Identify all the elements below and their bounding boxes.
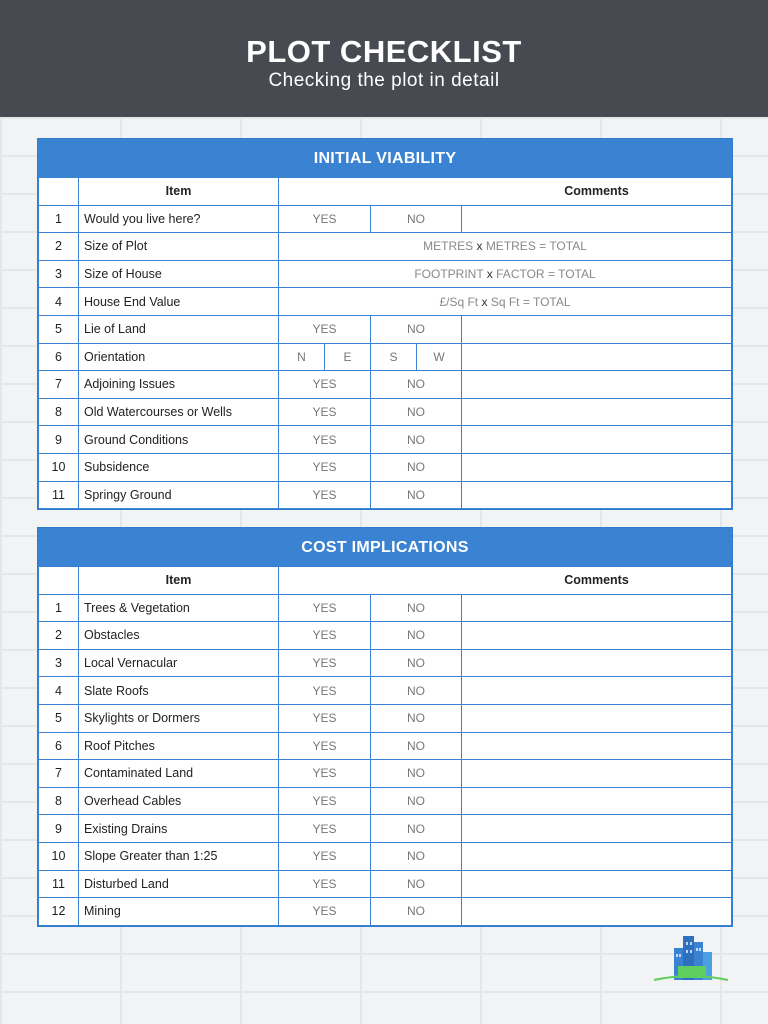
table-row	[39, 426, 732, 454]
formula-part: METRES	[423, 239, 474, 254]
formula-part: TOTAL	[532, 294, 571, 309]
row-label: Slate Roofs	[79, 677, 279, 705]
cost-implications-section	[37, 527, 733, 927]
formula-part: Sq Ft	[490, 294, 520, 309]
row-number: 11	[39, 481, 79, 509]
formula-part: x	[486, 267, 493, 282]
no-option[interactable]: NO	[371, 898, 462, 926]
page-subtitle: Checking the plot in detail	[268, 70, 500, 91]
row-label: Skylights or Dormers	[79, 704, 279, 732]
yes-option[interactable]: YES	[279, 815, 371, 843]
comment-cell[interactable]	[462, 343, 732, 371]
initial-viability-section	[37, 138, 733, 510]
yes-option[interactable]: YES	[279, 315, 371, 343]
comment-cell[interactable]	[462, 622, 732, 650]
yes-option[interactable]: YES	[279, 594, 371, 622]
row-label: Slope Greater than 1:25	[79, 842, 279, 870]
yes-option[interactable]: YES	[279, 870, 371, 898]
yes-option[interactable]: YES	[279, 426, 371, 454]
no-option[interactable]: NO	[371, 622, 462, 650]
row-label: Local Vernacular	[79, 649, 279, 677]
row-number: 8	[39, 787, 79, 815]
table-row	[39, 371, 732, 399]
orientation-option[interactable]: E	[325, 343, 371, 371]
table-row	[39, 760, 732, 788]
row-label: Trees & Vegetation	[79, 594, 279, 622]
row-label: Orientation	[79, 343, 279, 371]
table-row	[39, 622, 732, 650]
formula-part: METRES	[485, 239, 536, 254]
yes-option[interactable]: YES	[279, 453, 371, 481]
table-row	[39, 842, 732, 870]
orientation-option[interactable]: N	[279, 343, 325, 371]
formula-cell	[279, 260, 732, 288]
comment-cell[interactable]	[462, 398, 732, 426]
page-header	[0, 0, 768, 117]
table-row	[39, 398, 732, 426]
row-label: Subsidence	[79, 453, 279, 481]
no-option[interactable]: NO	[371, 315, 462, 343]
row-label: Disturbed Land	[79, 870, 279, 898]
row-number: 7	[39, 371, 79, 399]
row-label: Size of House	[79, 260, 279, 288]
row-label: Adjoining Issues	[79, 371, 279, 399]
orientation-option[interactable]: S	[371, 343, 417, 371]
row-label: Ground Conditions	[79, 426, 279, 454]
formula-part: FOOTPRINT	[414, 267, 484, 282]
row-number: 11	[39, 870, 79, 898]
table-row	[39, 233, 732, 261]
row-label: Springy Ground	[79, 481, 279, 509]
comment-cell[interactable]	[462, 704, 732, 732]
row-number: 9	[39, 426, 79, 454]
table-row	[39, 205, 732, 233]
table-row	[39, 787, 732, 815]
yes-option[interactable]: YES	[279, 398, 371, 426]
table-row	[39, 677, 732, 705]
build-it-logo	[652, 930, 730, 992]
yes-option[interactable]: YES	[279, 649, 371, 677]
no-option[interactable]: NO	[371, 398, 462, 426]
comment-cell[interactable]	[462, 205, 732, 233]
row-number: 6	[39, 343, 79, 371]
row-number: 2	[39, 622, 79, 650]
comment-cell[interactable]	[462, 594, 732, 622]
comment-cell[interactable]	[462, 842, 732, 870]
no-option[interactable]: NO	[371, 760, 462, 788]
row-label: Would you live here?	[79, 205, 279, 233]
table-row	[39, 343, 732, 371]
row-number: 5	[39, 704, 79, 732]
comment-cell[interactable]	[462, 453, 732, 481]
comment-cell[interactable]	[462, 426, 732, 454]
section-title: COST IMPLICATIONS	[38, 528, 732, 566]
no-option[interactable]: NO	[371, 787, 462, 815]
comment-cell[interactable]	[462, 870, 732, 898]
yes-option[interactable]: YES	[279, 842, 371, 870]
formula-part: =	[522, 294, 530, 309]
row-number: 12	[39, 898, 79, 926]
row-number: 3	[39, 649, 79, 677]
table-row	[39, 315, 732, 343]
table-row	[39, 815, 732, 843]
table-row	[39, 704, 732, 732]
table-row	[39, 481, 732, 509]
comment-cell[interactable]	[462, 481, 732, 509]
row-label: Size of Plot	[79, 233, 279, 261]
yes-option[interactable]: YES	[279, 481, 371, 509]
yes-option[interactable]: YES	[279, 898, 371, 926]
number-header	[39, 178, 79, 206]
table-row	[39, 594, 732, 622]
yes-option[interactable]: YES	[279, 622, 371, 650]
comment-cell[interactable]	[462, 898, 732, 926]
row-number: 1	[39, 205, 79, 233]
no-option[interactable]: NO	[371, 371, 462, 399]
cost-implications-table	[38, 566, 732, 926]
row-number: 10	[39, 453, 79, 481]
row-number: 1	[39, 594, 79, 622]
row-label: Obstacles	[79, 622, 279, 650]
table-row	[39, 898, 732, 926]
no-option[interactable]: NO	[371, 481, 462, 509]
comment-cell[interactable]	[462, 649, 732, 677]
row-label: Overhead Cables	[79, 787, 279, 815]
formula-part: TOTAL	[549, 239, 587, 254]
comment-cell[interactable]	[462, 371, 732, 399]
table-row	[39, 649, 732, 677]
initial-viability-table	[38, 177, 732, 509]
table-row	[39, 453, 732, 481]
row-number: 4	[39, 677, 79, 705]
no-option[interactable]: NO	[371, 870, 462, 898]
row-label: Contaminated Land	[79, 760, 279, 788]
row-number: 4	[39, 288, 79, 316]
formula-part: TOTAL	[558, 267, 596, 282]
table-row	[39, 732, 732, 760]
yes-option[interactable]: YES	[279, 704, 371, 732]
row-label: House End Value	[79, 288, 279, 316]
row-number: 3	[39, 260, 79, 288]
formula-part: =	[547, 267, 555, 282]
table-row	[39, 260, 732, 288]
comments-header: Comments	[462, 567, 732, 595]
item-header: Item	[79, 567, 279, 595]
row-number: 7	[39, 760, 79, 788]
no-option[interactable]: NO	[371, 594, 462, 622]
table-row	[39, 288, 732, 316]
comments-header: Comments	[462, 178, 732, 206]
no-option[interactable]: NO	[371, 426, 462, 454]
row-number: 8	[39, 398, 79, 426]
formula-part: £/Sq Ft	[439, 294, 479, 309]
page-title: PLOT CHECKLIST	[246, 34, 522, 69]
comment-cell[interactable]	[462, 315, 732, 343]
no-option[interactable]: NO	[371, 732, 462, 760]
row-label: Lie of Land	[79, 315, 279, 343]
no-option[interactable]: NO	[371, 649, 462, 677]
yes-option[interactable]: YES	[279, 205, 371, 233]
no-option[interactable]: NO	[371, 815, 462, 843]
row-label: Roof Pitches	[79, 732, 279, 760]
formula-cell	[279, 233, 732, 261]
yes-option[interactable]: YES	[279, 677, 371, 705]
row-number: 5	[39, 315, 79, 343]
orientation-option[interactable]: W	[417, 343, 462, 371]
formula-part: x	[476, 239, 483, 254]
formula-part: FACTOR	[496, 267, 545, 282]
row-label: Mining	[79, 898, 279, 926]
number-header	[39, 567, 79, 595]
row-label: Existing Drains	[79, 815, 279, 843]
yes-option[interactable]: YES	[279, 371, 371, 399]
row-number: 10	[39, 842, 79, 870]
row-number: 9	[39, 815, 79, 843]
comment-cell[interactable]	[462, 787, 732, 815]
formula-part: =	[539, 239, 547, 254]
comment-cell[interactable]	[462, 732, 732, 760]
item-header: Item	[79, 178, 279, 206]
comment-cell[interactable]	[462, 760, 732, 788]
no-option[interactable]: NO	[371, 453, 462, 481]
comment-cell[interactable]	[462, 815, 732, 843]
options-header	[279, 178, 462, 206]
section-title: INITIAL VIABILITY	[38, 139, 732, 177]
row-number: 6	[39, 732, 79, 760]
options-header	[279, 567, 462, 595]
comment-cell[interactable]	[462, 677, 732, 705]
no-option[interactable]: NO	[371, 205, 462, 233]
yes-option[interactable]: YES	[279, 732, 371, 760]
formula-part: x	[481, 294, 488, 309]
table-row	[39, 870, 732, 898]
yes-option[interactable]: YES	[279, 760, 371, 788]
formula-cell	[279, 288, 732, 316]
row-number: 2	[39, 233, 79, 261]
yes-option[interactable]: YES	[279, 787, 371, 815]
no-option[interactable]: NO	[371, 677, 462, 705]
row-label: Old Watercourses or Wells	[79, 398, 279, 426]
no-option[interactable]: NO	[371, 842, 462, 870]
no-option[interactable]: NO	[371, 704, 462, 732]
